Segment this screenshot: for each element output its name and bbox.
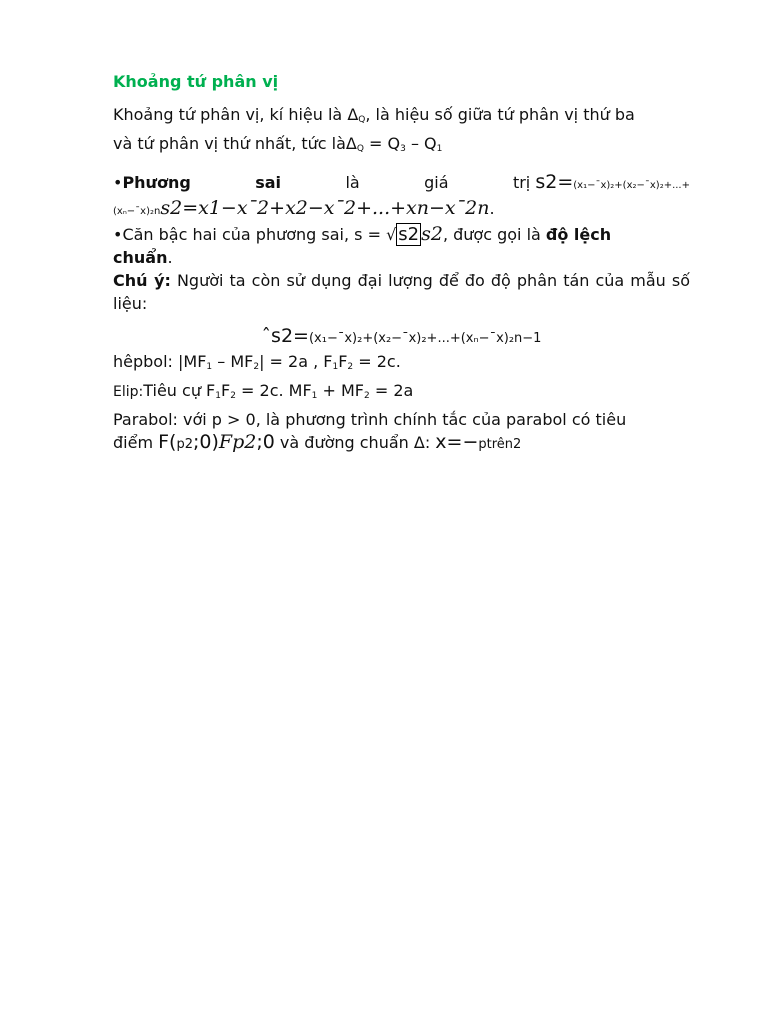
sqrt-box: s2	[398, 224, 420, 245]
intro-paragraph: Khoảng tứ phân vị, kí hiệu là $\Delta_Q$, là hiệu số giữa tứ phân vị thứ ba và tứ phân vị thứ nhất, tức làΔ$_Q$ = $Q_3 - Q_1$	[113, 105, 635, 154]
stddev-paragraph: •Căn bậc hai của phương sai, s = √ s2 s2, được gọi là độ lệch chuẩn.	[113, 223, 612, 267]
ellipse-line: Elip:Tiêu cự $F_1F_2 = 2c$. $MF_1 + MF_2 = 2a$	[113, 381, 414, 401]
variance-line-2: (xₙ−¯x)₂ns2=x1−x¯2+x2−x¯2+...+xn−x¯2n.	[113, 197, 495, 219]
section-heading: Khoảng tứ phân vị	[113, 72, 279, 91]
parabola-paragraph: Parabol: với p > 0, là phương trình chính tắc của parabol có tiêu điểm F(p2;0)Fp2;0 và đường chuẩn Δ: x=−ptrên2	[113, 410, 627, 453]
hyperbola-line: hêpbol: $|MF_1 - MF_2| = 2a$ , $F_1F_2 = 2c$.	[113, 352, 401, 372]
document-page	[113, 70, 690, 456]
variance-formula: s2=	[535, 171, 574, 193]
variance-formula-italic: s2=x1−x¯2+x2−x¯2+...+xn−x¯2n	[160, 197, 490, 219]
unbiased-variance-formula: ˆs2=(x₁−¯x)₂+(x₂−¯x)₂+...+(xₙ−¯x)₂n−1	[261, 325, 542, 347]
variance-paragraph	[113, 171, 690, 223]
variance-line-1: •Phương sai là giá trị s2=(x₁−¯x)₂+(x₂−¯x)₂+...+	[113, 171, 690, 193]
note-paragraph: Chú ý: Người ta còn sử dụng đại lượng để đo độ phân tán của mẫu số liệu:	[113, 271, 691, 313]
